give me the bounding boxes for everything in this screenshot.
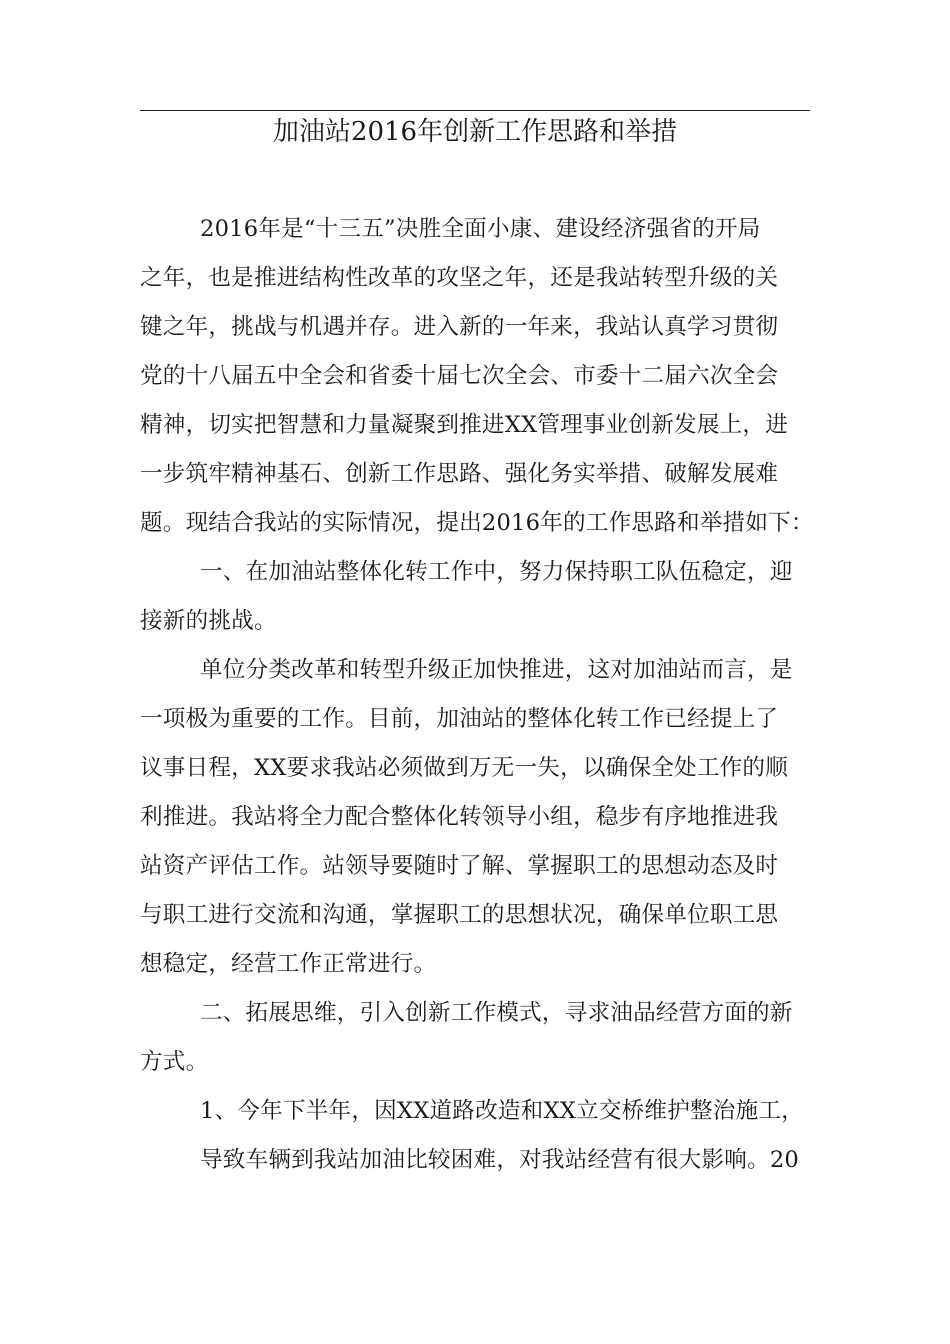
text-line: 一步筑牢精神基石、创新工作思路、强化务实举措、破解发展难 xyxy=(140,461,779,487)
text-line: 1、今年下半年，因XX道路改造和XX立交桥维护整治施工， xyxy=(200,1098,804,1124)
text-line: 站资产评估工作。站领导要随时了解、掌握职工的思想动态及时 xyxy=(140,853,779,879)
text-line: 精神，切实把智慧和力量凝聚到推进XX管理事业创新发展上，进 xyxy=(140,412,789,438)
section-heading-line: 一、在加油站整体化转工作中，努力保持职工队伍稳定，迎 xyxy=(200,559,793,585)
text-line: 利推进。我站将全力配合整体化转领导小组，稳步有序地推进我 xyxy=(140,804,779,830)
text-line: 键之年，挑战与机遇并存。进入新的一年来，我站认真学习贯彻 xyxy=(140,314,779,340)
text-line: 2016年是“十三五”决胜全面小康、建设经济强省的开局 xyxy=(200,216,761,242)
header-rule xyxy=(140,110,810,111)
text-line: 与职工进行交流和沟通，掌握职工的思想状况，确保单位职工思 xyxy=(140,902,779,928)
text-line: 之年，也是推进结构性改革的攻坚之年，还是我站转型升级的关 xyxy=(140,265,779,291)
text-line: 题。现结合我站的实际情况，提出2016年的工作思路和举措如下： xyxy=(140,510,814,536)
text-line: 想稳定，经营工作正常进行。 xyxy=(140,951,437,977)
section-heading-line: 二、拓展思维，引入创新工作模式，寻求油品经营方面的新 xyxy=(200,1000,793,1026)
document-body xyxy=(140,205,812,1185)
document-title: 加油站2016年创新工作思路和举措 xyxy=(272,117,678,147)
text-line: 一项极为重要的工作。目前，加油站的整体化转工作已经提上了 xyxy=(140,706,779,732)
text-line: 导致车辆到我站加油比较困难，对我站经营有很大影响。20 xyxy=(200,1147,799,1173)
text-line: 单位分类改革和转型升级正加快推进，这对加油站而言，是 xyxy=(200,657,793,683)
section-heading-line: 接新的挑战。 xyxy=(140,608,277,634)
text-line: 议事日程，XX要求我站必须做到万无一失，以确保全处工作的顺 xyxy=(140,755,789,781)
section-heading-line: 方式。 xyxy=(140,1049,209,1075)
text-line: 党的十八届五中全会和省委十届七次全会、市委十二届六次全会 xyxy=(140,363,779,389)
